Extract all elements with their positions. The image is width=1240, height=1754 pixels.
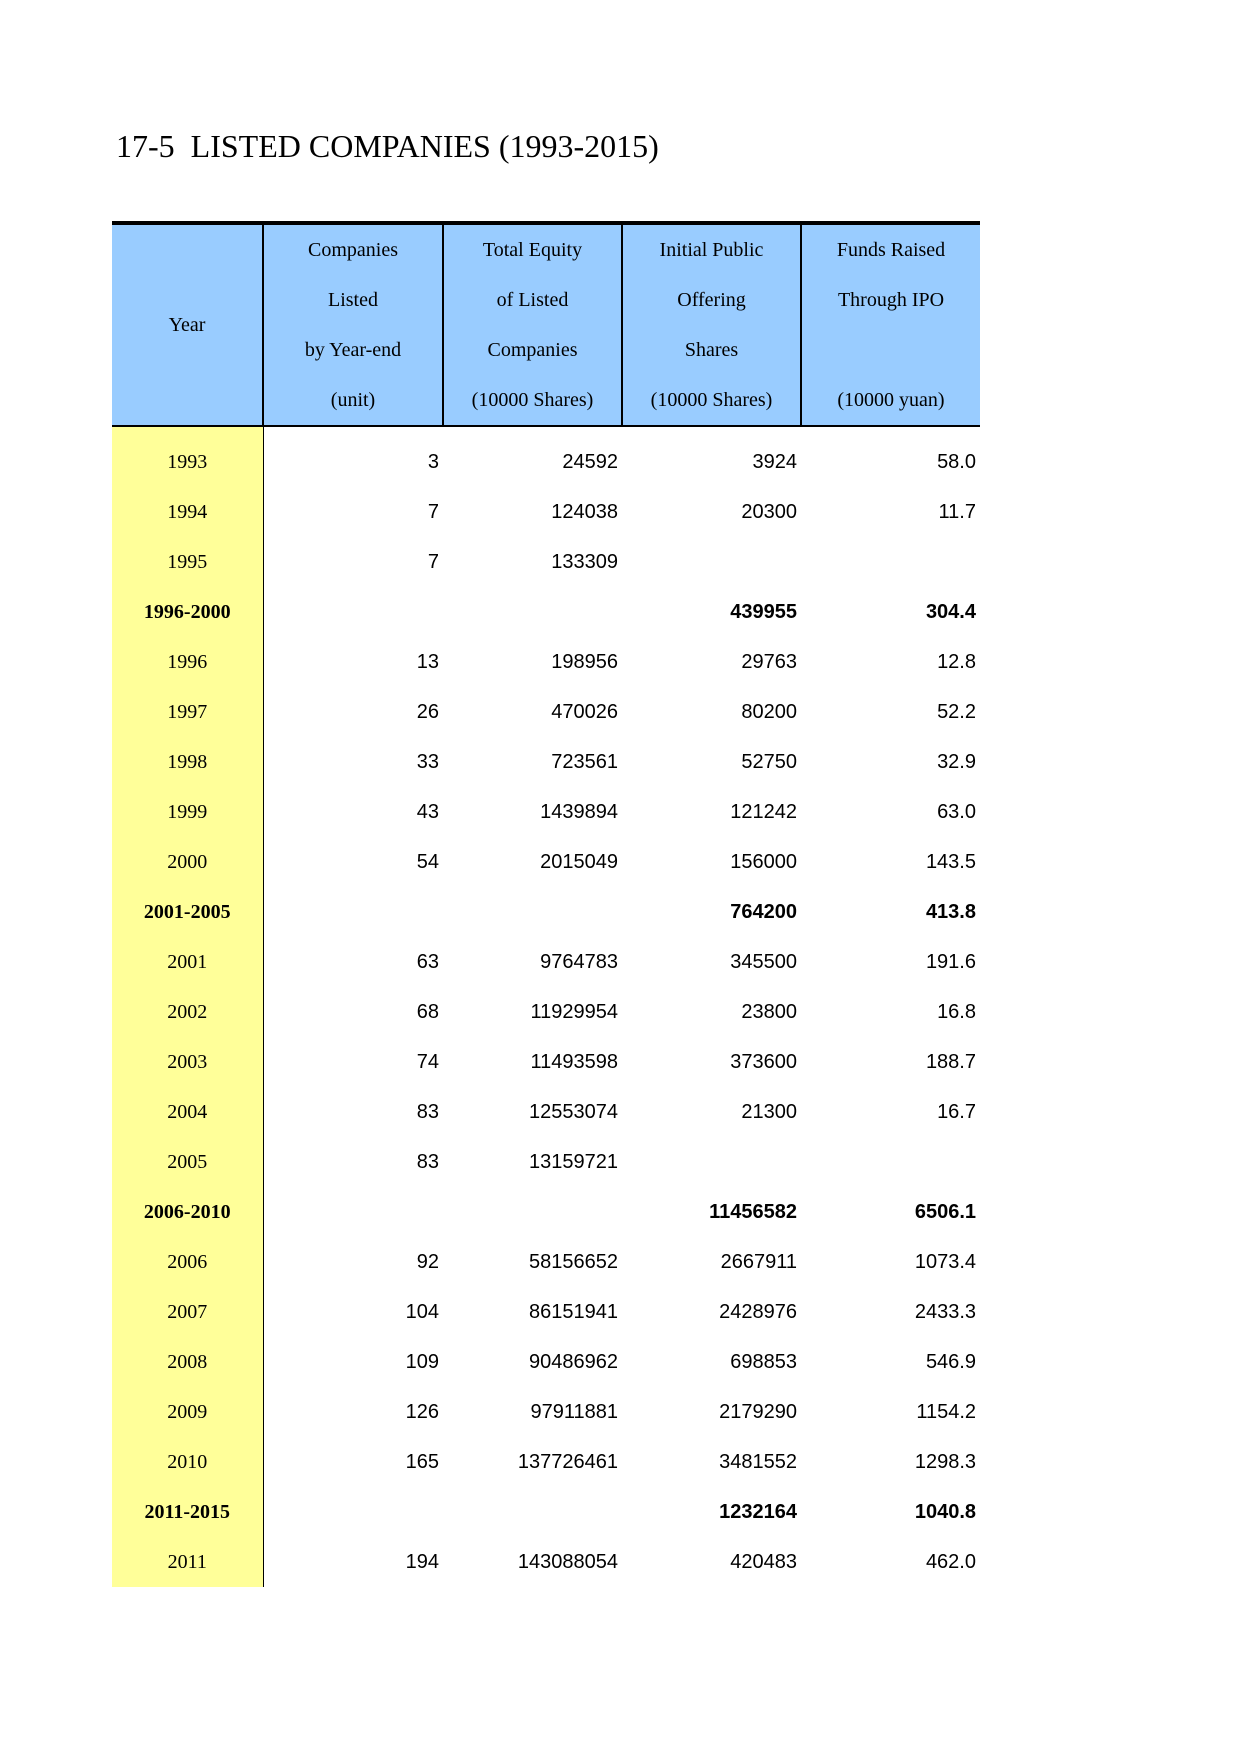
table-row bbox=[112, 1037, 980, 1087]
funds-cell: 1298.3 bbox=[914, 1450, 976, 1473]
companies-cell bbox=[263, 587, 443, 637]
header-row bbox=[112, 223, 980, 426]
period-subtotal-row bbox=[112, 1487, 980, 1537]
spacer-cell bbox=[622, 426, 801, 437]
year-cell: 2000 bbox=[112, 837, 263, 887]
companies-cell: 43 bbox=[416, 800, 439, 823]
header-line: (10000 Shares) bbox=[650, 389, 773, 411]
table-header bbox=[112, 223, 980, 426]
table-row bbox=[112, 1287, 980, 1337]
funds-cell: 1040.8 bbox=[914, 1500, 976, 1523]
table-row bbox=[112, 1537, 980, 1587]
table-row bbox=[112, 437, 980, 487]
funds-cell: 12.8 bbox=[937, 650, 976, 673]
equity-cell: 133309 bbox=[551, 550, 618, 573]
companies-cell: 83 bbox=[416, 1100, 439, 1123]
companies-cell bbox=[263, 1487, 443, 1537]
funds-cell: 58.0 bbox=[937, 450, 976, 473]
table-row bbox=[112, 687, 980, 737]
funds-cell: 16.8 bbox=[937, 1000, 976, 1023]
funds-cell: 304.4 bbox=[925, 600, 976, 623]
equity-cell: 470026 bbox=[551, 700, 618, 723]
ipo-shares-cell: 121242 bbox=[730, 800, 797, 823]
equity-cell: 11929954 bbox=[530, 1000, 618, 1023]
companies-cell: 26 bbox=[416, 700, 439, 723]
equity-cell: 58156652 bbox=[529, 1250, 618, 1273]
header-funds-raised bbox=[801, 223, 980, 426]
funds-cell: 1154.2 bbox=[916, 1400, 976, 1423]
spacer-cell bbox=[263, 426, 443, 437]
header-line: Total Equity bbox=[482, 239, 583, 261]
funds-cell: 546.9 bbox=[925, 1350, 976, 1373]
spacer-cell bbox=[801, 426, 980, 437]
equity-cell: 1439894 bbox=[540, 800, 618, 823]
ipo-shares-cell: 23800 bbox=[741, 1000, 797, 1023]
equity-cell: 13159721 bbox=[529, 1150, 618, 1173]
table-row bbox=[112, 637, 980, 687]
year-cell: 2001 bbox=[112, 937, 263, 987]
funds-cell: 6506.1 bbox=[914, 1200, 976, 1223]
companies-cell: 126 bbox=[405, 1400, 439, 1423]
ipo-shares-cell: 29763 bbox=[741, 650, 797, 673]
companies-cell: 3 bbox=[427, 450, 439, 473]
ipo-shares-cell: 2179290 bbox=[719, 1400, 797, 1423]
equity-cell: 97911881 bbox=[530, 1400, 618, 1423]
period-subtotal-row bbox=[112, 887, 980, 937]
header-line: Through IPO bbox=[837, 289, 945, 311]
ipo-shares-cell: 3481552 bbox=[719, 1450, 797, 1473]
funds-cell: 413.8 bbox=[925, 900, 976, 923]
funds-cell: 16.7 bbox=[937, 1100, 976, 1123]
spacer-cell bbox=[112, 426, 263, 437]
year-cell: 2002 bbox=[112, 987, 263, 1037]
header-line: Initial Public bbox=[659, 239, 764, 261]
funds-cell: 63.0 bbox=[937, 800, 976, 823]
companies-cell: 7 bbox=[427, 500, 439, 523]
year-cell: 1997 bbox=[112, 687, 263, 737]
header-line: Shares bbox=[684, 339, 739, 361]
header-line: (10000 yuan) bbox=[837, 389, 945, 411]
funds-cell bbox=[801, 1137, 980, 1187]
equity-cell: 143088054 bbox=[517, 1550, 618, 1573]
equity-cell bbox=[443, 887, 622, 937]
funds-cell: 52.2 bbox=[937, 700, 976, 723]
year-cell: 1999 bbox=[112, 787, 263, 837]
table-row bbox=[112, 1437, 980, 1487]
year-cell: 2008 bbox=[112, 1337, 263, 1387]
year-cell: 2003 bbox=[112, 1037, 263, 1087]
equity-cell: 198956 bbox=[551, 650, 618, 673]
ipo-shares-cell: 698853 bbox=[730, 1350, 797, 1373]
table-row bbox=[112, 837, 980, 887]
funds-cell: 191.6 bbox=[925, 950, 976, 973]
ipo-shares-cell bbox=[622, 1137, 801, 1187]
equity-cell: 11493598 bbox=[530, 1050, 618, 1073]
table-row bbox=[112, 487, 980, 537]
ipo-shares-cell: 2667911 bbox=[720, 1250, 797, 1273]
header-ipo-shares bbox=[622, 223, 801, 426]
spacer-row bbox=[112, 426, 980, 437]
companies-cell: 63 bbox=[416, 950, 439, 973]
funds-cell bbox=[801, 537, 980, 587]
year-cell: 2004 bbox=[112, 1087, 263, 1137]
header-line: Funds Raised bbox=[836, 239, 946, 261]
year-cell: 2007 bbox=[112, 1287, 263, 1337]
header-line: (10000 Shares) bbox=[471, 389, 594, 411]
funds-cell: 32.9 bbox=[937, 750, 976, 773]
companies-cell: 54 bbox=[416, 850, 439, 873]
header-line: Companies bbox=[308, 239, 398, 261]
year-cell: 1996 bbox=[112, 637, 263, 687]
period-subtotal-row bbox=[112, 587, 980, 637]
year-cell: 2006 bbox=[112, 1237, 263, 1287]
equity-cell: 124038 bbox=[551, 500, 618, 523]
header-line: Companies bbox=[487, 339, 578, 361]
equity-cell bbox=[443, 587, 622, 637]
year-cell: 1998 bbox=[112, 737, 263, 787]
funds-cell: 11.7 bbox=[938, 500, 976, 523]
funds-cell: 143.5 bbox=[925, 850, 976, 873]
companies-cell: 68 bbox=[416, 1000, 439, 1023]
spacer-cell bbox=[443, 426, 622, 437]
header-line: (unit) bbox=[330, 389, 376, 411]
ipo-shares-cell: 21300 bbox=[741, 1100, 797, 1123]
table-row bbox=[112, 1237, 980, 1287]
table-row bbox=[112, 1137, 980, 1187]
table-row bbox=[112, 937, 980, 987]
ipo-shares-cell: 2428976 bbox=[719, 1300, 797, 1323]
companies-cell: 7 bbox=[427, 550, 439, 573]
header-line: Year bbox=[168, 314, 206, 336]
year-cell: 1993 bbox=[112, 437, 263, 487]
equity-cell bbox=[443, 1187, 622, 1237]
funds-cell: 2433.3 bbox=[914, 1300, 976, 1323]
companies-cell bbox=[263, 887, 443, 937]
ipo-shares-cell: 80200 bbox=[741, 700, 797, 723]
companies-cell: 104 bbox=[405, 1300, 439, 1323]
table-row bbox=[112, 1387, 980, 1437]
funds-cell: 1073.4 bbox=[914, 1250, 976, 1273]
header-line bbox=[802, 325, 980, 375]
year-cell: 2011-2015 bbox=[112, 1487, 263, 1537]
table-body bbox=[112, 426, 980, 1587]
companies-cell: 33 bbox=[416, 750, 439, 773]
table-row bbox=[112, 787, 980, 837]
page-title: 17-5 LISTED COMPANIES (1993-2015) bbox=[116, 128, 659, 164]
header-line: by Year-end bbox=[304, 339, 402, 361]
year-cell: 2006-2010 bbox=[112, 1187, 263, 1237]
companies-cell: 165 bbox=[405, 1450, 439, 1473]
listed-companies-table bbox=[112, 221, 980, 1587]
funds-cell: 462.0 bbox=[925, 1550, 976, 1573]
funds-cell: 188.7 bbox=[925, 1050, 976, 1073]
header-total-equity bbox=[443, 223, 622, 426]
equity-cell bbox=[443, 1487, 622, 1537]
header-year bbox=[112, 223, 263, 426]
companies-cell: 83 bbox=[416, 1150, 439, 1173]
header-line: Offering bbox=[677, 289, 746, 311]
ipo-shares-cell: 1232164 bbox=[719, 1500, 797, 1523]
ipo-shares-cell: 156000 bbox=[730, 850, 797, 873]
table-row bbox=[112, 737, 980, 787]
companies-cell bbox=[263, 1187, 443, 1237]
equity-cell: 137726461 bbox=[517, 1450, 618, 1473]
companies-cell: 13 bbox=[416, 650, 439, 673]
equity-cell: 90486962 bbox=[529, 1350, 618, 1373]
year-cell: 2005 bbox=[112, 1137, 263, 1187]
companies-cell: 74 bbox=[416, 1050, 439, 1073]
equity-cell: 9764783 bbox=[540, 950, 618, 973]
year-cell: 2010 bbox=[112, 1437, 263, 1487]
ipo-shares-cell: 3924 bbox=[752, 450, 797, 473]
ipo-shares-cell: 439955 bbox=[730, 600, 797, 623]
ipo-shares-cell: 345500 bbox=[730, 950, 797, 973]
equity-cell: 2015049 bbox=[540, 850, 618, 873]
year-cell: 1995 bbox=[112, 537, 263, 587]
equity-cell: 723561 bbox=[551, 750, 618, 773]
year-cell: 2011 bbox=[112, 1537, 263, 1587]
year-cell: 2009 bbox=[112, 1387, 263, 1437]
equity-cell: 24592 bbox=[562, 450, 618, 473]
header-companies-listed bbox=[263, 223, 443, 426]
ipo-shares-cell: 420483 bbox=[730, 1550, 797, 1573]
year-cell: 2001-2005 bbox=[112, 887, 263, 937]
ipo-shares-cell: 11456582 bbox=[709, 1200, 797, 1223]
ipo-shares-cell: 52750 bbox=[741, 750, 797, 773]
year-cell: 1994 bbox=[112, 487, 263, 537]
header-line: of Listed bbox=[496, 289, 569, 311]
companies-cell: 109 bbox=[405, 1350, 439, 1373]
ipo-shares-cell bbox=[622, 537, 801, 587]
period-subtotal-row bbox=[112, 1187, 980, 1237]
table-row bbox=[112, 987, 980, 1037]
table-row bbox=[112, 537, 980, 587]
equity-cell: 86151941 bbox=[529, 1300, 618, 1323]
table-row bbox=[112, 1087, 980, 1137]
companies-cell: 92 bbox=[416, 1250, 439, 1273]
year-cell: 1996-2000 bbox=[112, 587, 263, 637]
equity-cell: 12553074 bbox=[529, 1100, 618, 1123]
header-line: Listed bbox=[328, 289, 378, 311]
table-row bbox=[112, 1337, 980, 1387]
companies-cell: 194 bbox=[405, 1550, 439, 1573]
ipo-shares-cell: 20300 bbox=[741, 500, 797, 523]
ipo-shares-cell: 764200 bbox=[730, 900, 797, 923]
ipo-shares-cell: 373600 bbox=[730, 1050, 797, 1073]
